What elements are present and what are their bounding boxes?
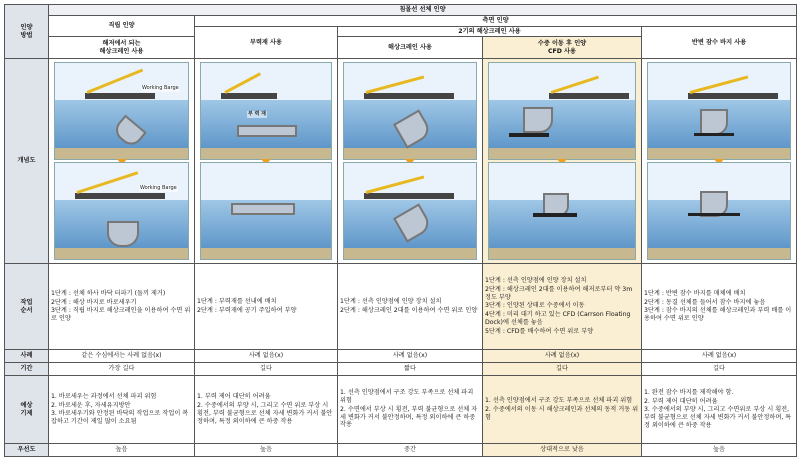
scene-4b	[488, 162, 636, 260]
feasibility-3: 중간	[338, 444, 483, 457]
top-group-header: 침몰선 선체 인양	[49, 5, 797, 16]
concept-diagram-1	[49, 59, 195, 264]
concept-diagram-4	[483, 59, 642, 264]
example-5: 사례 없음(x)	[642, 350, 797, 363]
concept-diagram-3	[338, 59, 483, 264]
steps-4: 1단계 : 선측 인양점에 인양 장치 설치 2단계 : 해상크레인 2대를 이용하여 해저로부터 약 3m 정도 부양 3단계 : 인양된 상태로 수중에서 이동 4단계 : 미리 대기 하고 있는 CFD (Carrson Floating Dock)에 선체를 놓음 5단계 : CFD를 배수하여 수면 위로 부양	[483, 264, 642, 350]
example-row-label: 사례	[5, 350, 49, 363]
feasibility-4: 상대적으로 낮음	[483, 444, 642, 457]
duration-4: 길다	[483, 363, 642, 376]
steps-2: 1단계 : 부력재를 선내에 배치 2단계 : 부력재에 공기 주입하여 부양	[195, 264, 338, 350]
example-3: 사례 없음(x)	[338, 350, 483, 363]
concept-diagram-5	[642, 59, 797, 264]
example-1: 같은 수심에서는 사례 없음(x)	[49, 350, 195, 363]
scene-1b: Working Barge	[54, 162, 189, 260]
method-row-label: 인양 방법	[5, 5, 49, 59]
method-comparison-table	[4, 4, 797, 457]
scene-1a: Working Barge	[54, 62, 189, 160]
scene-2b	[200, 162, 332, 260]
steps-5: 1단계 : 반변 잠수 바지를 매체에 배치 2단계 : 동결 선체를 들어서 잠수 바지에 놓음 3단계 : 잠수 바지의 선체를 해상크레인과 부력 배를 이용하여 수면 위로 인양	[642, 264, 797, 350]
scene-3b	[343, 162, 477, 260]
duration-5: 길다	[642, 363, 797, 376]
concept-row-label: 개념도	[5, 59, 49, 264]
steps-1: 1단계 : 선체 하사 바닥 터파기 (돌끼 제거) 2단계 : 해상 바지로 바로세우기 3단계 : 직립 바지로 해상크레인을 이용하여 수면 위로 인양	[49, 264, 195, 350]
col-header-5: 반변 잠수 바지 사용	[642, 26, 797, 59]
two-crane-group-header: 2기의 해상크레인 사용	[338, 26, 642, 37]
scene-5a	[647, 62, 791, 160]
risk-3: 1. 선측 인양점에서 구조 강도 부족으로 선체 파괴 위험 2. 수면에서 부상 시 횡전, 부력 불균형으로 선체 자세 변화가 커서 불안정하며, 특정 외이하에 큰 하중 작용	[338, 376, 483, 444]
risk-1: 1. 바로세우는 과정에서 선체 파괴 위험 2. 바로세운 후, 자세유지방안 3. 바로세우기와 안정된 바닥의 작업으로 작업이 복잡하고 기간이 제일 많이 소요됨	[49, 376, 195, 444]
example-4: 사례 없음(x)	[483, 350, 642, 363]
scene-4a	[488, 62, 636, 160]
upright-group-header: 직립 인양	[49, 15, 195, 37]
risk-5: 1. 완전 잠수 바지를 제작해야 함. 2. 부력 제어 대단히 어려움 3. 수중에서의 부양 시, 그리고 수면위로 부상 시 횡전, 부력 불균형으로 선체 자세 변화가 커서 불안정하며, 특정 외이하에 큰 하중 작용	[642, 376, 797, 444]
feasibility-5: 높음	[642, 444, 797, 457]
col-header-1: 해저에서 되는 해상크레인 사용	[49, 37, 195, 59]
steps-3: 1단계 : 선측 인양점에 인양 장치 설치 2단계 : 해상크레인 2대를 이용하여 수면 위로 인양	[338, 264, 483, 350]
steps-row-label: 작업 순서	[5, 264, 49, 350]
duration-2: 길다	[195, 363, 338, 376]
feasibility-row-label: 우선도	[5, 444, 49, 457]
feasibility-2: 높음	[195, 444, 338, 457]
duration-1: 가장 길다	[49, 363, 195, 376]
scene-2a: 부 력 재	[200, 62, 332, 160]
col-header-3: 해상크레인 사용	[338, 37, 483, 59]
risk-row-label: 예상 기제	[5, 376, 49, 444]
example-2: 사례 없음(x)	[195, 350, 338, 363]
duration-3: 짧다	[338, 363, 483, 376]
scene-5b	[647, 162, 791, 260]
col-header-4: 수중 이동 후 인양 CFD 사용	[483, 37, 642, 59]
scene-3a	[343, 62, 477, 160]
feasibility-1: 높음	[49, 444, 195, 457]
duration-row-label: 기간	[5, 363, 49, 376]
concept-diagram-2	[195, 59, 338, 264]
risk-2: 1. 부력 제어 대단히 어려움 2. 수중에서의 부양 시, 그리고 수면 위로 부상 시 횡전, 부력 불균형으로 선체 자세 변화가 커서 불안정하며, 특정 외이하에 큰 하중 작용	[195, 376, 338, 444]
lateral-group-header: 측면 인양	[195, 15, 797, 26]
col-header-2: 부력재 사용	[195, 26, 338, 59]
risk-4: 1. 선측 인양점에서 구조 강도 부족으로 선체 파괴 위험 2. 수중에서의 이동 시 해상크레인과 선체의 동적 거동 위험	[483, 376, 642, 444]
